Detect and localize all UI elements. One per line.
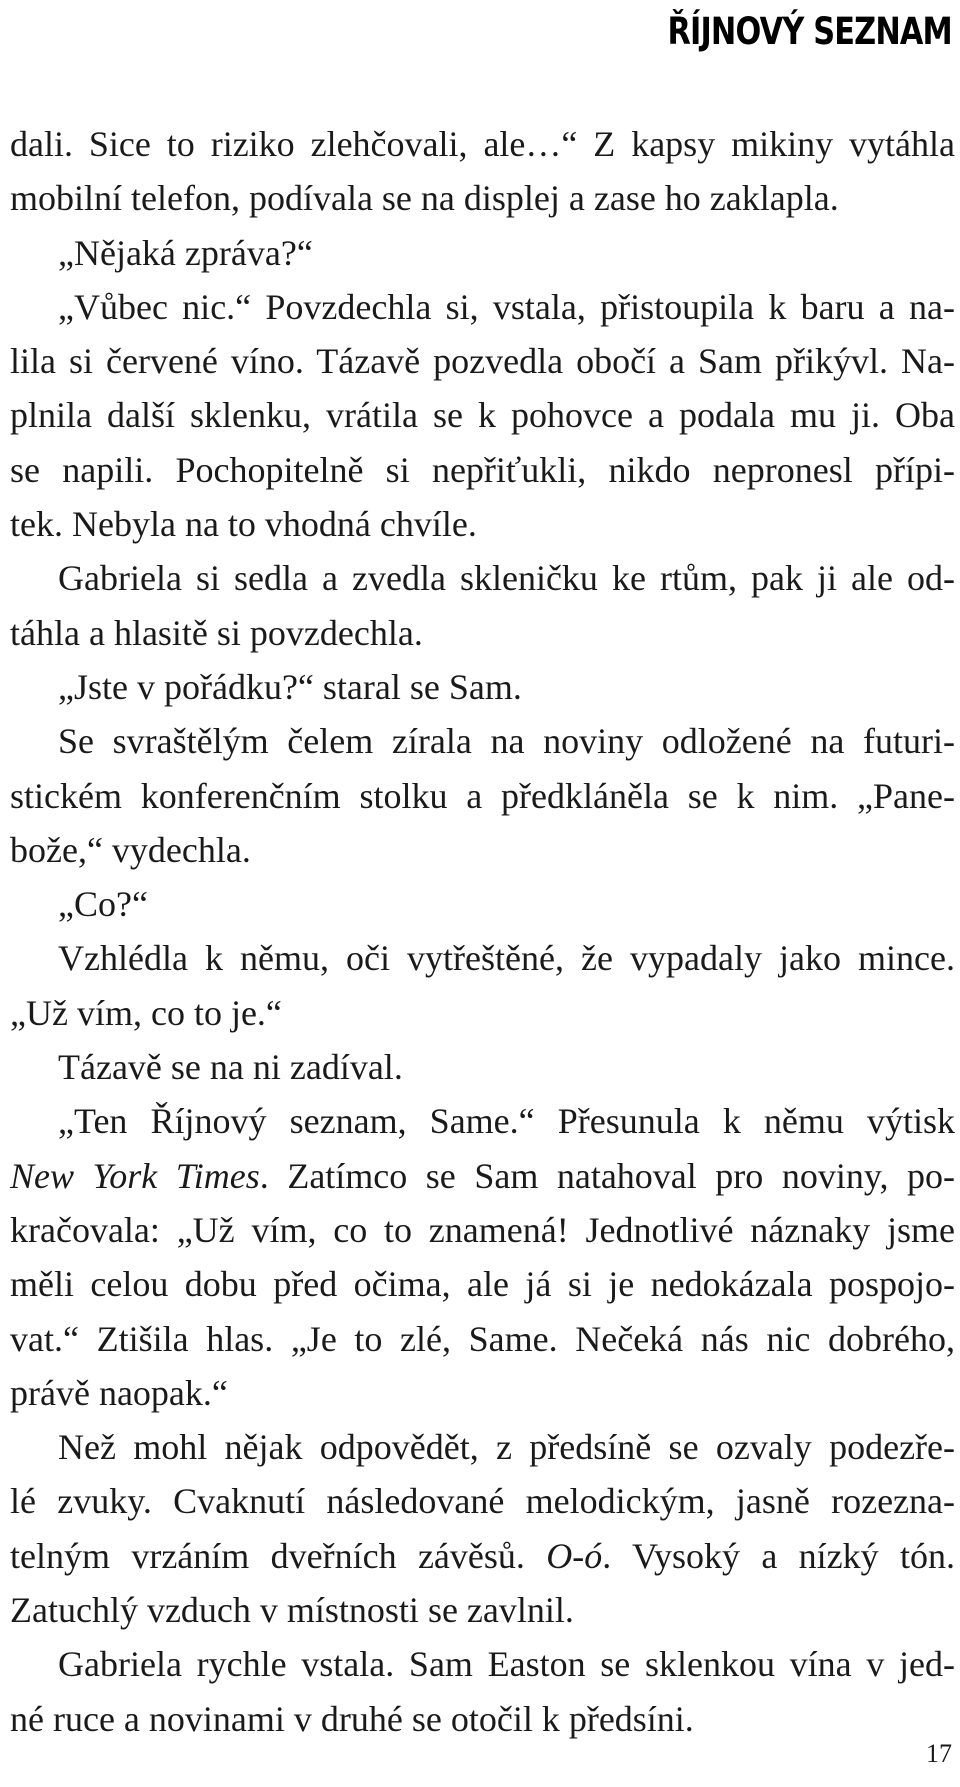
text-line: tek. Nebyla na to vhodná chvíle. [10,504,477,545]
text-line: mobilní telefon, podívala se na displej a zase ho zaklapla. [10,178,839,219]
text-line: plnila další sklenku, vrátila se k pohovce a podala mu ji. Oba [10,395,955,436]
text-line: Zatuchlý vzduch v místnosti se zavlnil. [10,1590,574,1631]
text-line: stickém konferenčním stolku a předkláněla se k nim. „Pane- [10,775,955,816]
text-line: se napili. Pochopitelně si nepřiťukli, nikdo nepronesl přípi- [10,449,955,490]
text-line: Se svraštělým čelem zírala na noviny odložené na futuri- [58,721,955,762]
italic-text-segment: O-ó [546,1535,603,1576]
text-line: „Ten Říjnový seznam, Same.“ Přesunula k němu výtisk [58,1101,955,1142]
text-line: Vzhlédla k němu, oči vytřeštěné, že vypadaly jako mince. [58,938,955,979]
italic-text-segment: New York Times [10,1155,260,1196]
text-line: „Co?“ [58,884,148,925]
text-line: právě naopak.“ [10,1372,228,1413]
text-line: bože,“ vydechla. [10,829,251,870]
text-line: lé zvuky. Cvaknutí následované melodickým, jasně rozezna- [10,1481,955,1522]
page-number: 17 [926,1739,952,1768]
text-line: Tázavě se na ni zadíval. [58,1047,403,1088]
text-line: Než mohl nějak odpovědět, z předsíně se ozvaly podezře- [58,1427,955,1468]
text-line: Gabriela rychle vstala. Sam Easton se sklenkou vína v jed- [58,1644,955,1685]
running-header-title: ŘÍJNOVÝ SEZNAM [667,10,952,53]
text-line: měli celou dobu před očima, ale já si je nedokázala pospojo- [10,1264,955,1305]
text-line: „Vůbec nic.“ Povzdechla si, vstala, přistoupila k baru a na- [58,286,955,327]
text-line: „Jste v pořádku?“ staral se Sam. [58,666,522,707]
body-text [10,117,955,1746]
text-line: né ruce a novinami v druhé se otočil k předsíni. [10,1698,694,1739]
text-line: táhla a hlasitě si povzdechla. [10,612,423,653]
text-line [10,1149,955,1203]
text-line: kračovala: „Už vím, co to znamená! Jednotlivé náznaky jsme [10,1209,955,1250]
text-segment: . Zatímco se Sam natahoval pro noviny, po- [259,1155,956,1196]
text-line: „Už vím, co to je.“ [10,992,282,1033]
text-segment: . Vysoký a nízký tón. [602,1535,955,1576]
text-line: dali. Sice to riziko zlehčovali, ale…“ Z kapsy mikiny vytáhla [10,124,955,164]
text-segment: telným vrzáním dveřních závěsů. [10,1535,547,1576]
text-line: Gabriela si sedla a zvedla skleničku ke rtům, pak ji ale od- [58,558,955,599]
text-line: „Nějaká zpráva?“ [58,232,313,273]
text-line: vat.“ Ztišila hlas. „Je to zlé, Same. Nečeká nás nic dobrého, [10,1318,955,1359]
text-line [10,1529,955,1583]
text-line: lila si červené víno. Tázavě pozvedla obočí a Sam přikývl. Na- [10,341,955,382]
